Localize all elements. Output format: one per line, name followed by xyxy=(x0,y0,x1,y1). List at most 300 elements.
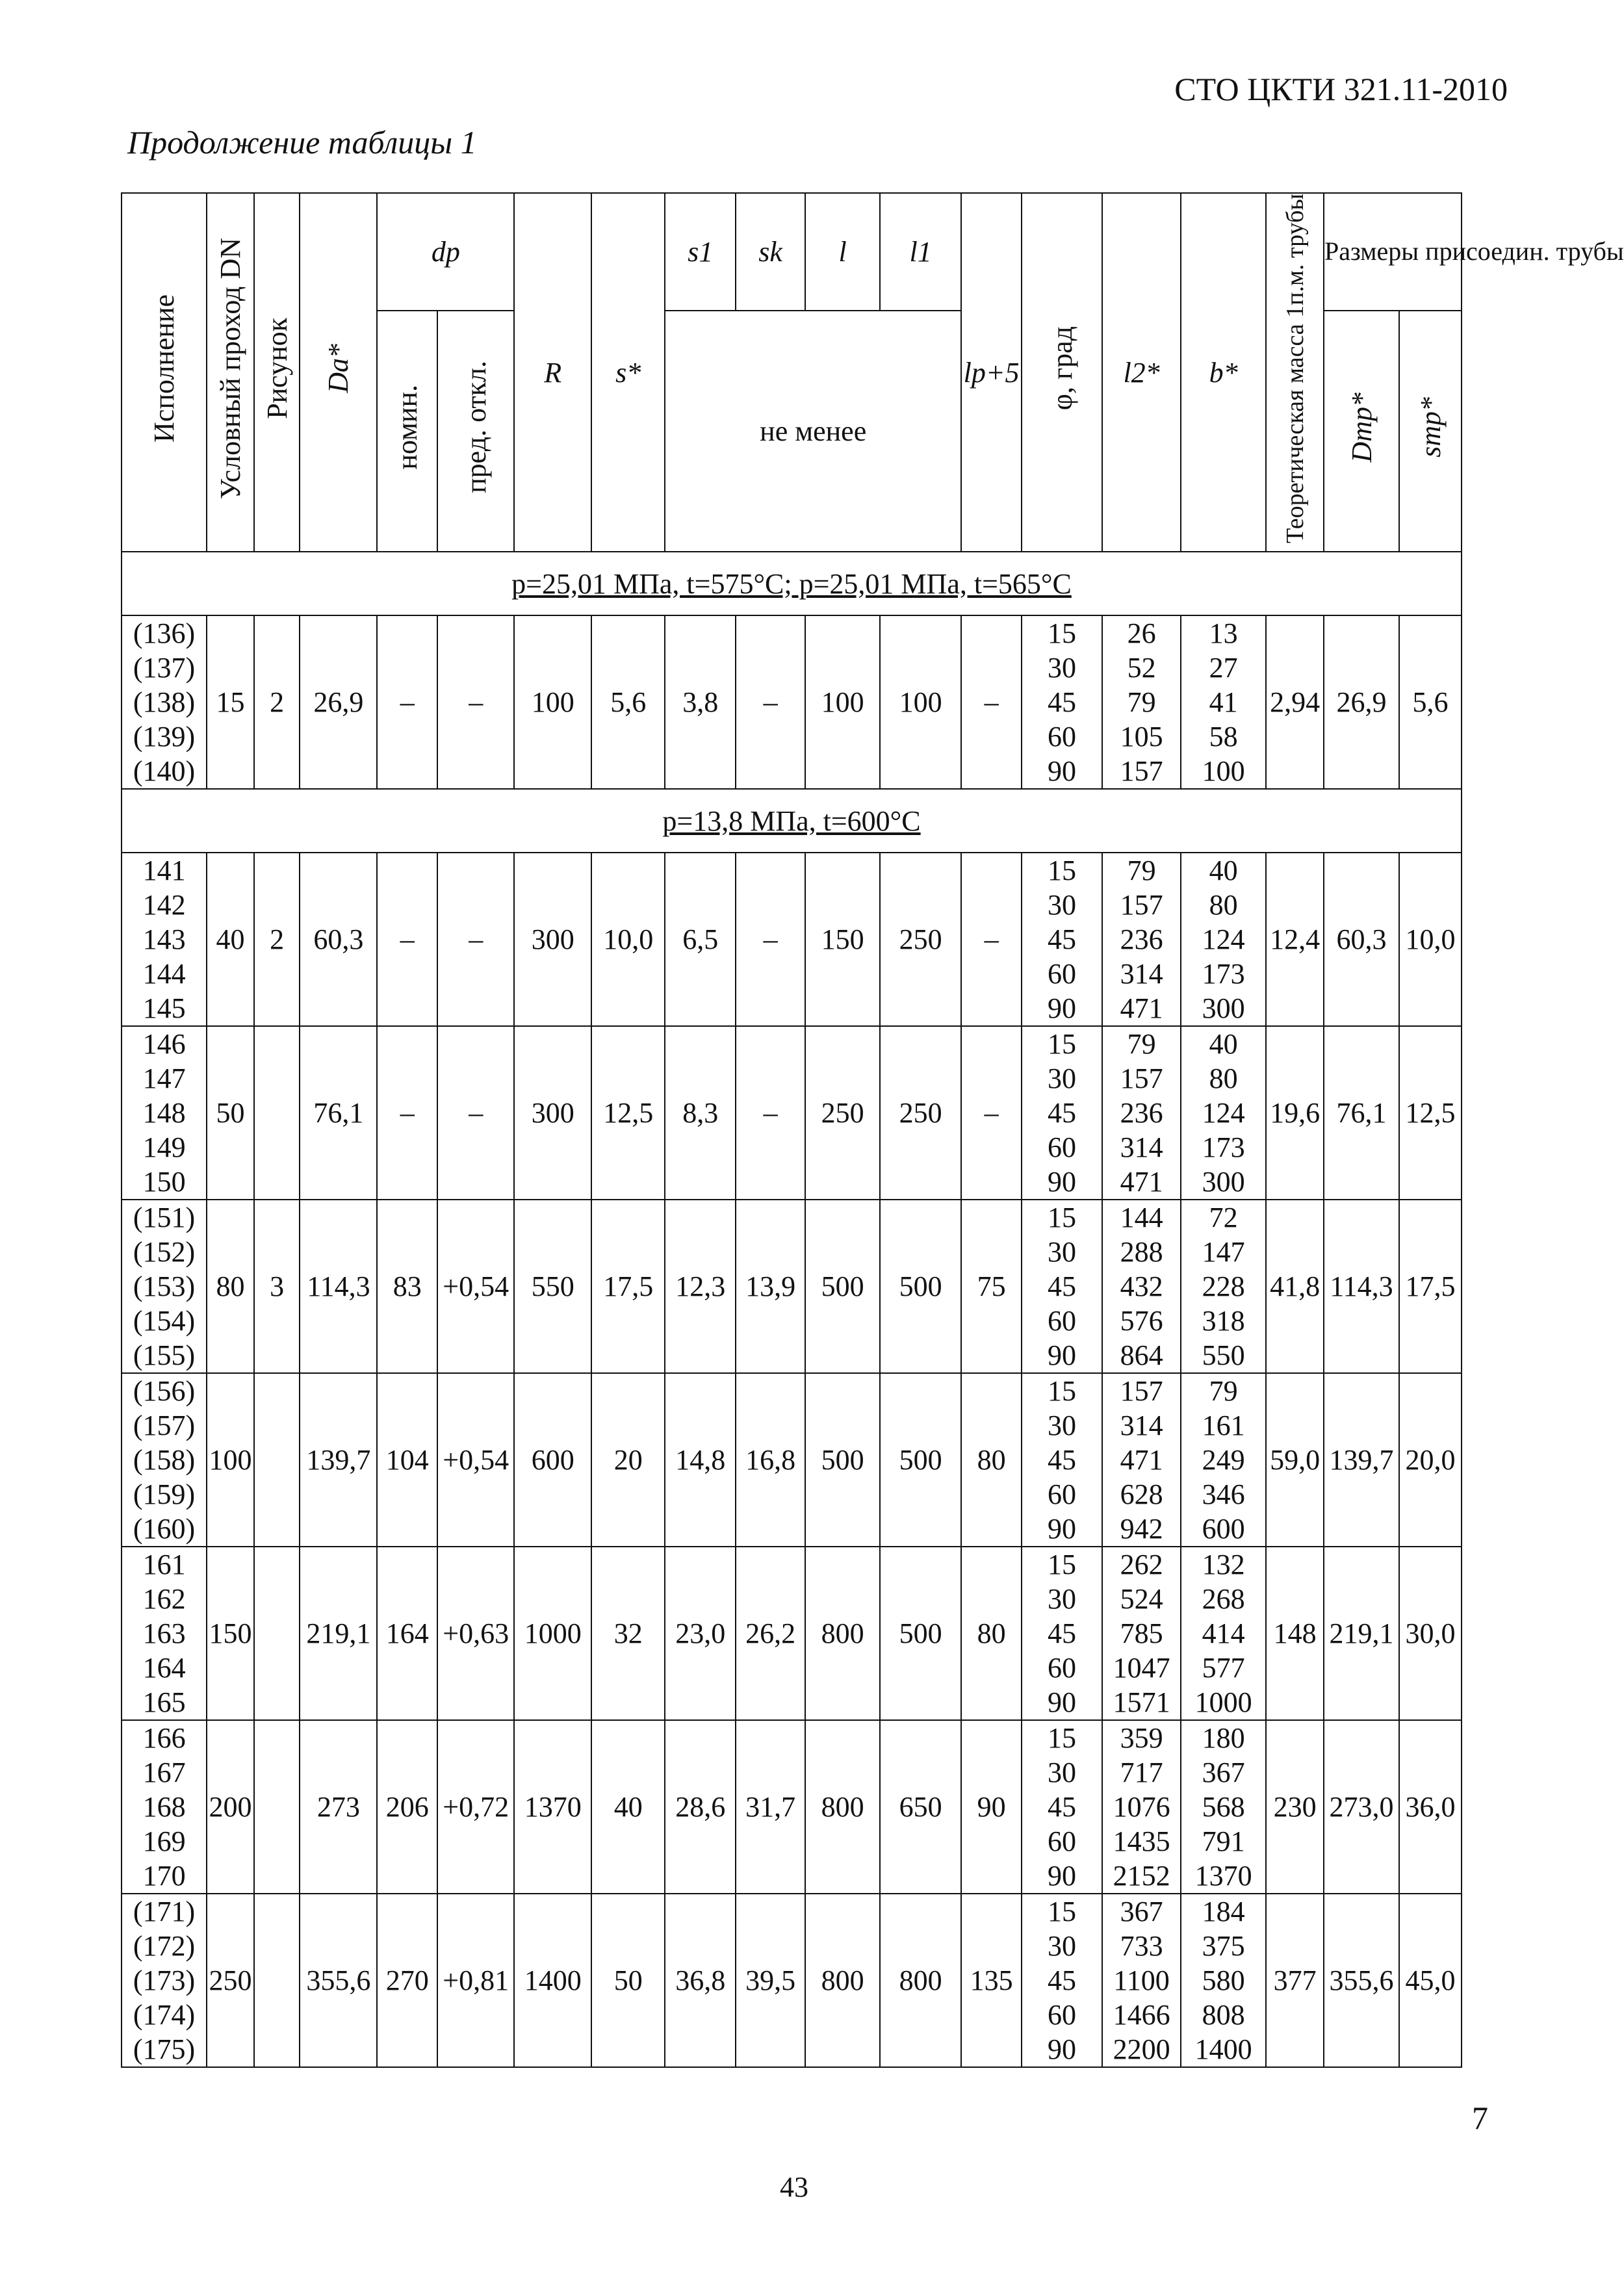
cell-phi-value: 30 xyxy=(1048,1062,1076,1094)
cell-l: 500 xyxy=(805,1373,880,1547)
cell-l2-value: 942 xyxy=(1120,1513,1163,1545)
cell-b-value: 173 xyxy=(1202,1131,1245,1163)
cell-lp: – xyxy=(961,615,1022,789)
cell-phi-value: 60 xyxy=(1048,721,1076,753)
cell-l1: 250 xyxy=(880,1026,961,1200)
cell-phi-value: 90 xyxy=(1048,1860,1076,1892)
cell-phi-value: 90 xyxy=(1048,1513,1076,1545)
cell-ispolnenie-value: 147 xyxy=(142,1062,186,1094)
cell-dtr: 76,1 xyxy=(1324,1026,1399,1200)
cell-str: 36,0 xyxy=(1399,1720,1462,1894)
cell-l2 xyxy=(1102,1200,1181,1373)
cell-l2 xyxy=(1102,615,1181,789)
cell-s: 40 xyxy=(591,1720,665,1894)
cell-s: 10,0 xyxy=(591,853,665,1026)
cell-fig: 3 xyxy=(254,1200,300,1373)
cell-fig: 2 xyxy=(254,853,300,1026)
cell-b-value: 147 xyxy=(1202,1236,1245,1268)
cell-b-value: 300 xyxy=(1202,1166,1245,1198)
cell-sk: 13,9 xyxy=(736,1200,805,1373)
cell-ispolnenie-value: 148 xyxy=(142,1097,186,1129)
cell-fig xyxy=(254,1720,300,1894)
cell-b-value: 808 xyxy=(1202,1999,1245,2031)
cell-phi-value: 30 xyxy=(1048,1236,1076,1268)
cell-phi-value: 90 xyxy=(1048,992,1076,1024)
cell-l2-value: 1435 xyxy=(1113,1825,1170,1857)
cell-ispolnenie-value: 150 xyxy=(142,1166,186,1198)
cell-phi-value: 45 xyxy=(1048,1964,1076,1996)
cell-l: 800 xyxy=(805,1894,880,2067)
cell-dtr: 273,0 xyxy=(1324,1720,1399,1894)
cell-ispolnenie-value: (156) xyxy=(133,1375,196,1407)
table-row-group xyxy=(122,1200,1462,1373)
cell-phi-value: 30 xyxy=(1048,1410,1076,1441)
cell-b-value: 1400 xyxy=(1194,2033,1252,2065)
cell-l: 800 xyxy=(805,1720,880,1894)
cell-l2-value: 432 xyxy=(1120,1270,1163,1302)
cell-b-value: 580 xyxy=(1202,1964,1245,1996)
cell-str: 12,5 xyxy=(1399,1026,1462,1200)
col-s1: s1 xyxy=(665,193,736,311)
cell-b-value: 173 xyxy=(1202,958,1245,990)
cell-b-value: 228 xyxy=(1202,1270,1245,1302)
col-l: l xyxy=(805,193,880,311)
cell-l2-value: 471 xyxy=(1120,1444,1163,1476)
cell-mass: 41,8 xyxy=(1266,1200,1324,1373)
cell-phi-value: 30 xyxy=(1048,889,1076,921)
cell-s: 20 xyxy=(591,1373,665,1547)
cell-dp-nom: – xyxy=(377,615,437,789)
cell-phi-value: 60 xyxy=(1048,1652,1076,1684)
cell-dn: 250 xyxy=(207,1894,254,2067)
cell-l2-value: 1100 xyxy=(1113,1964,1170,1996)
cell-phi-value: 30 xyxy=(1048,652,1076,684)
cell-b-value: 184 xyxy=(1202,1896,1245,1927)
cell-R: 600 xyxy=(514,1373,591,1547)
cell-l2 xyxy=(1102,1547,1181,1720)
cell-ispolnenie-value: 164 xyxy=(142,1652,186,1684)
cell-l2-value: 52 xyxy=(1127,652,1156,684)
cell-R: 1000 xyxy=(514,1547,591,1720)
cell-da: 76,1 xyxy=(300,1026,377,1200)
cell-dp-nom: 104 xyxy=(377,1373,437,1547)
cell-phi xyxy=(1022,1547,1102,1720)
cell-dp-dev: – xyxy=(437,615,514,789)
col-dp: dp xyxy=(377,193,514,311)
cell-b xyxy=(1181,1720,1266,1894)
cell-s1: 14,8 xyxy=(665,1373,736,1547)
cell-phi-value: 30 xyxy=(1048,1757,1076,1788)
cell-ispolnenie xyxy=(122,1200,207,1373)
cell-l2-value: 1466 xyxy=(1113,1999,1170,2031)
cell-phi xyxy=(1022,1026,1102,1200)
cell-phi xyxy=(1022,1720,1102,1894)
cell-da: 60,3 xyxy=(300,853,377,1026)
col-ispolnenie: Исполнение xyxy=(122,193,207,552)
col-dp-nom: номин. xyxy=(377,311,437,552)
cell-l2-value: 576 xyxy=(1120,1305,1163,1337)
section-header-row xyxy=(122,789,1462,853)
cell-dtr: 355,6 xyxy=(1324,1894,1399,2067)
cell-l2-value: 733 xyxy=(1120,1930,1163,1962)
cell-da: 26,9 xyxy=(300,615,377,789)
cell-phi-value: 45 xyxy=(1048,923,1076,955)
cell-dp-dev: – xyxy=(437,1026,514,1200)
cell-s1: 23,0 xyxy=(665,1547,736,1720)
cell-lp: 135 xyxy=(961,1894,1022,2067)
cell-mass: 377 xyxy=(1266,1894,1324,2067)
cell-phi-value: 60 xyxy=(1048,1131,1076,1163)
cell-b-value: 124 xyxy=(1202,1097,1245,1129)
cell-b-value: 27 xyxy=(1209,652,1238,684)
cell-ispolnenie-value: (153) xyxy=(133,1270,196,1302)
cell-R: 100 xyxy=(514,615,591,789)
cell-l2-value: 471 xyxy=(1120,1166,1163,1198)
cell-b-value: 346 xyxy=(1202,1478,1245,1510)
cell-ispolnenie-value: (174) xyxy=(133,1999,196,2031)
cell-b-value: 550 xyxy=(1202,1339,1245,1371)
cell-dn: 50 xyxy=(207,1026,254,1200)
cell-phi-value: 30 xyxy=(1048,1930,1076,1962)
cell-s1: 28,6 xyxy=(665,1720,736,1894)
cell-dp-dev: +0,72 xyxy=(437,1720,514,1894)
cell-l2-value: 359 xyxy=(1120,1722,1163,1754)
cell-b-value: 568 xyxy=(1202,1791,1245,1823)
cell-dp-nom: 164 xyxy=(377,1547,437,1720)
cell-phi-value: 45 xyxy=(1048,1791,1076,1823)
cell-l2-value: 157 xyxy=(1120,1375,1163,1407)
cell-l2 xyxy=(1102,1720,1181,1894)
cell-b-value: 80 xyxy=(1209,889,1238,921)
cell-l: 100 xyxy=(805,615,880,789)
cell-l2-value: 314 xyxy=(1120,958,1163,990)
cell-l2-value: 785 xyxy=(1120,1617,1163,1649)
cell-s1: 3,8 xyxy=(665,615,736,789)
cell-b-value: 41 xyxy=(1209,686,1238,718)
cell-lp: – xyxy=(961,853,1022,1026)
cell-s: 5,6 xyxy=(591,615,665,789)
cell-ispolnenie-value: (137) xyxy=(133,652,196,684)
cell-phi-value: 90 xyxy=(1048,755,1076,787)
cell-l2-value: 1047 xyxy=(1113,1652,1170,1684)
cell-l2-value: 105 xyxy=(1120,721,1163,753)
cell-b-value: 79 xyxy=(1209,1375,1238,1407)
cell-b-value: 124 xyxy=(1202,923,1245,955)
col-sk: sk xyxy=(736,193,805,311)
cell-b-value: 40 xyxy=(1209,855,1238,886)
cell-ispolnenie-value: (175) xyxy=(133,2033,196,2065)
cell-phi-value: 45 xyxy=(1048,686,1076,718)
cell-lp: 80 xyxy=(961,1547,1022,1720)
cell-l2-value: 157 xyxy=(1120,1062,1163,1094)
cell-phi-value: 15 xyxy=(1048,1028,1076,1060)
col-ne-menee: не менее xyxy=(665,311,961,552)
table-row-group xyxy=(122,1026,1462,1200)
cell-phi-value: 60 xyxy=(1048,1999,1076,2031)
cell-ispolnenie xyxy=(122,853,207,1026)
cell-l2-value: 717 xyxy=(1120,1757,1163,1788)
cell-l2 xyxy=(1102,1894,1181,2067)
cell-b xyxy=(1181,1026,1266,1200)
cell-ispolnenie-value: (157) xyxy=(133,1410,196,1441)
cell-l2-value: 471 xyxy=(1120,992,1163,1024)
cell-dtr: 26,9 xyxy=(1324,615,1399,789)
cell-str: 5,6 xyxy=(1399,615,1462,789)
cell-phi-value: 45 xyxy=(1048,1270,1076,1302)
cell-ispolnenie xyxy=(122,1373,207,1547)
cell-l2-value: 524 xyxy=(1120,1583,1163,1615)
cell-l2-value: 628 xyxy=(1120,1478,1163,1510)
cell-phi xyxy=(1022,1200,1102,1373)
cell-sk: 26,2 xyxy=(736,1547,805,1720)
cell-phi-value: 60 xyxy=(1048,1305,1076,1337)
cell-l2-value: 262 xyxy=(1120,1549,1163,1580)
cell-dtr: 114,3 xyxy=(1324,1200,1399,1373)
print-page-number: 43 xyxy=(780,2171,808,2203)
cell-da: 114,3 xyxy=(300,1200,377,1373)
cell-l: 500 xyxy=(805,1200,880,1373)
cell-ispolnenie-value: 146 xyxy=(142,1028,186,1060)
cell-ispolnenie-value: 161 xyxy=(142,1549,186,1580)
cell-sk: 16,8 xyxy=(736,1373,805,1547)
cell-l1: 500 xyxy=(880,1547,961,1720)
cell-ispolnenie-value: 144 xyxy=(142,958,186,990)
cell-phi-value: 90 xyxy=(1048,1166,1076,1198)
cell-dp-nom: – xyxy=(377,853,437,1026)
cell-ispolnenie-value: (155) xyxy=(133,1339,196,1371)
cell-dn: 80 xyxy=(207,1200,254,1373)
cell-ispolnenie-value: 167 xyxy=(142,1757,186,1788)
cell-s: 32 xyxy=(591,1547,665,1720)
cell-phi-value: 15 xyxy=(1048,1896,1076,1927)
cell-dtr: 60,3 xyxy=(1324,853,1399,1026)
cell-ispolnenie-value: 142 xyxy=(142,889,186,921)
cell-l2-value: 236 xyxy=(1120,923,1163,955)
cell-dp-dev: +0,63 xyxy=(437,1547,514,1720)
cell-l1: 800 xyxy=(880,1894,961,2067)
cell-l2-value: 864 xyxy=(1120,1339,1163,1371)
cell-phi-value: 15 xyxy=(1048,1202,1076,1233)
cell-b xyxy=(1181,1547,1266,1720)
cell-b-value: 249 xyxy=(1202,1444,1245,1476)
cell-mass: 2,94 xyxy=(1266,615,1324,789)
cell-l2-value: 157 xyxy=(1120,889,1163,921)
cell-b-value: 161 xyxy=(1202,1410,1245,1441)
cell-ispolnenie-value: (154) xyxy=(133,1305,196,1337)
cell-b-value: 577 xyxy=(1202,1652,1245,1684)
col-b: b* xyxy=(1181,193,1266,552)
cell-ispolnenie-value: (172) xyxy=(133,1930,196,1962)
cell-ispolnenie xyxy=(122,1894,207,2067)
cell-s: 12,5 xyxy=(591,1026,665,1200)
cell-l2-value: 367 xyxy=(1120,1896,1163,1927)
cell-b-value: 58 xyxy=(1209,721,1238,753)
cell-dp-nom: 270 xyxy=(377,1894,437,2067)
cell-phi-value: 15 xyxy=(1048,1549,1076,1580)
cell-ispolnenie xyxy=(122,1720,207,1894)
cell-phi-value: 90 xyxy=(1048,1686,1076,1718)
cell-ispolnenie xyxy=(122,1547,207,1720)
cell-lp: 90 xyxy=(961,1720,1022,1894)
cell-str: 30,0 xyxy=(1399,1547,1462,1720)
cell-ispolnenie-value: 162 xyxy=(142,1583,186,1615)
cell-fig xyxy=(254,1547,300,1720)
cell-da: 139,7 xyxy=(300,1373,377,1547)
cell-phi-value: 60 xyxy=(1048,958,1076,990)
cell-l2 xyxy=(1102,1026,1181,1200)
cell-l2-value: 157 xyxy=(1120,755,1163,787)
cell-mass: 230 xyxy=(1266,1720,1324,1894)
cell-dtr: 219,1 xyxy=(1324,1547,1399,1720)
cell-ispolnenie-value: (171) xyxy=(133,1896,196,1927)
cell-l2-value: 1076 xyxy=(1113,1791,1170,1823)
cell-phi xyxy=(1022,1894,1102,2067)
section-title: p=25,01 МПа, t=575°C; p=25,01 МПа, t=565°C xyxy=(122,552,1462,615)
cell-phi xyxy=(1022,1373,1102,1547)
cell-dp-nom: – xyxy=(377,1026,437,1200)
cell-s1: 6,5 xyxy=(665,853,736,1026)
cell-mass: 59,0 xyxy=(1266,1373,1324,1547)
cell-b-value: 318 xyxy=(1202,1305,1245,1337)
cell-b-value: 300 xyxy=(1202,992,1245,1024)
col-dtr: Dтр* xyxy=(1324,311,1399,552)
cell-l2-value: 314 xyxy=(1120,1410,1163,1441)
cell-sk: 31,7 xyxy=(736,1720,805,1894)
cell-dp-nom: 206 xyxy=(377,1720,437,1894)
cell-l1: 650 xyxy=(880,1720,961,1894)
cell-l2 xyxy=(1102,853,1181,1026)
cell-ispolnenie-value: (151) xyxy=(133,1202,196,1233)
cell-ispolnenie-value: (136) xyxy=(133,617,196,649)
cell-mass: 148 xyxy=(1266,1547,1324,1720)
cell-da: 355,6 xyxy=(300,1894,377,2067)
cell-ispolnenie-value: 168 xyxy=(142,1791,186,1823)
cell-ispolnenie-value: (158) xyxy=(133,1444,196,1476)
cell-l1: 100 xyxy=(880,615,961,789)
cell-ispolnenie-value: (159) xyxy=(133,1478,196,1510)
cell-ispolnenie-value: 149 xyxy=(142,1131,186,1163)
cell-b-value: 100 xyxy=(1202,755,1245,787)
cell-mass: 12,4 xyxy=(1266,853,1324,1026)
cell-b-value: 1370 xyxy=(1194,1860,1252,1892)
cell-ispolnenie-value: 143 xyxy=(142,923,186,955)
cell-fig: 2 xyxy=(254,615,300,789)
col-l2: l2* xyxy=(1102,193,1181,552)
page-number: 7 xyxy=(1472,2100,1488,2136)
cell-phi xyxy=(1022,853,1102,1026)
cell-phi-value: 30 xyxy=(1048,1583,1076,1615)
cell-b xyxy=(1181,1373,1266,1547)
cell-R: 1400 xyxy=(514,1894,591,2067)
cell-fig xyxy=(254,1373,300,1547)
cell-dp-dev: +0,54 xyxy=(437,1200,514,1373)
col-mass: Теоретическая масса 1п.м. трубы xyxy=(1266,193,1324,552)
cell-b xyxy=(1181,853,1266,1026)
col-da: Da* xyxy=(300,193,377,552)
cell-sk: – xyxy=(736,1026,805,1200)
cell-phi xyxy=(1022,615,1102,789)
cell-l2 xyxy=(1102,1373,1181,1547)
cell-str: 10,0 xyxy=(1399,853,1462,1026)
cell-phi-value: 15 xyxy=(1048,1375,1076,1407)
cell-R: 300 xyxy=(514,853,591,1026)
col-l1: l1 xyxy=(880,193,961,311)
cell-s: 17,5 xyxy=(591,1200,665,1373)
table-row-group xyxy=(122,1547,1462,1720)
cell-b xyxy=(1181,1894,1266,2067)
section-header-row xyxy=(122,552,1462,615)
cell-dn: 100 xyxy=(207,1373,254,1547)
cell-dn: 40 xyxy=(207,853,254,1026)
cell-l1: 250 xyxy=(880,853,961,1026)
table-continuation-caption: Продолжение таблицы 1 xyxy=(127,124,477,161)
table-row-group xyxy=(122,1720,1462,1894)
cell-b-value: 367 xyxy=(1202,1757,1245,1788)
table-row-group xyxy=(122,1373,1462,1547)
table-row-group xyxy=(122,615,1462,789)
cell-sk: – xyxy=(736,615,805,789)
cell-dp-nom: 83 xyxy=(377,1200,437,1373)
cell-ispolnenie-value: 166 xyxy=(142,1722,186,1754)
cell-da: 273 xyxy=(300,1720,377,1894)
col-str: sтр* xyxy=(1399,311,1462,552)
cell-phi-value: 15 xyxy=(1048,617,1076,649)
cell-ispolnenie-value: 169 xyxy=(142,1825,186,1857)
cell-ispolnenie-value: 145 xyxy=(142,992,186,1024)
cell-ispolnenie-value: (152) xyxy=(133,1236,196,1268)
cell-R: 300 xyxy=(514,1026,591,1200)
cell-phi-value: 15 xyxy=(1048,1722,1076,1754)
cell-dp-dev: – xyxy=(437,853,514,1026)
cell-l2-value: 236 xyxy=(1120,1097,1163,1129)
col-lp: lp+5 xyxy=(961,193,1022,552)
cell-l2-value: 314 xyxy=(1120,1131,1163,1163)
cell-l2-value: 1571 xyxy=(1113,1686,1170,1718)
cell-lp: 75 xyxy=(961,1200,1022,1373)
cell-phi-value: 60 xyxy=(1048,1825,1076,1857)
cell-l2-value: 26 xyxy=(1127,617,1156,649)
cell-l2-value: 79 xyxy=(1127,686,1156,718)
cell-ispolnenie-value: (173) xyxy=(133,1964,196,1996)
cell-dp-dev: +0,54 xyxy=(437,1373,514,1547)
cell-b-value: 375 xyxy=(1202,1930,1245,1962)
cell-l1: 500 xyxy=(880,1373,961,1547)
cell-b-value: 80 xyxy=(1209,1062,1238,1094)
cell-lp: 80 xyxy=(961,1373,1022,1547)
cell-b xyxy=(1181,1200,1266,1373)
cell-s1: 36,8 xyxy=(665,1894,736,2067)
table-row-group xyxy=(122,1894,1462,2067)
cell-l2-value: 2152 xyxy=(1113,1860,1170,1892)
col-phi: φ, град xyxy=(1022,193,1102,552)
section-title: p=13,8 МПа, t=600°C xyxy=(122,789,1462,853)
cell-phi-value: 15 xyxy=(1048,855,1076,886)
col-dn: Условный проход DN xyxy=(207,193,254,552)
cell-b-value: 13 xyxy=(1209,617,1238,649)
cell-ispolnenie xyxy=(122,1026,207,1200)
cell-s1: 8,3 xyxy=(665,1026,736,1200)
cell-s: 50 xyxy=(591,1894,665,2067)
cell-fig xyxy=(254,1894,300,2067)
cell-str: 20,0 xyxy=(1399,1373,1462,1547)
cell-l: 250 xyxy=(805,1026,880,1200)
cell-da: 219,1 xyxy=(300,1547,377,1720)
cell-l2-value: 288 xyxy=(1120,1236,1163,1268)
cell-b-value: 791 xyxy=(1202,1825,1245,1857)
cell-lp: – xyxy=(961,1026,1022,1200)
cell-b-value: 180 xyxy=(1202,1722,1245,1754)
cell-dn: 200 xyxy=(207,1720,254,1894)
